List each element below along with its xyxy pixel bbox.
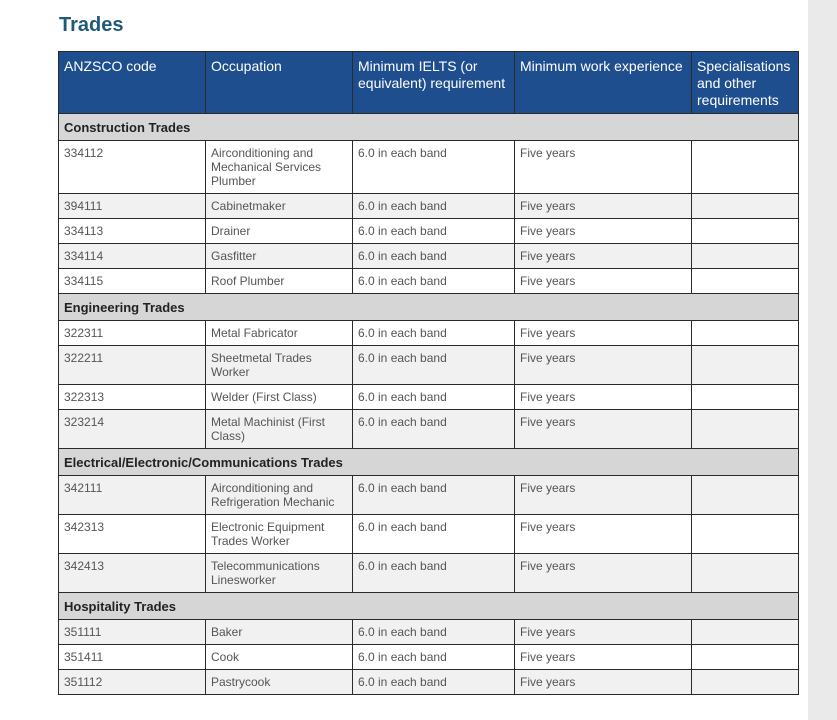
cell-other: [692, 194, 799, 219]
cell-code: 334112: [59, 141, 206, 194]
table-row: [59, 670, 799, 695]
cell-occupation: Airconditioning and Refrigeration Mechanic: [206, 476, 353, 515]
cell-experience: Five years: [515, 515, 692, 554]
cell-other: [692, 346, 799, 385]
section-label: Hospitality Trades: [59, 593, 799, 620]
cell-experience: Five years: [515, 269, 692, 294]
header-other-requirements: Specialisations and other requirements: [692, 52, 799, 114]
cell-occupation: Baker: [206, 620, 353, 645]
cell-occupation: Telecommunications Linesworker: [206, 554, 353, 593]
cell-ielts: 6.0 in each band: [353, 620, 515, 645]
cell-experience: Five years: [515, 476, 692, 515]
section-row: [59, 449, 799, 476]
cell-occupation: Gasfitter: [206, 244, 353, 269]
section-label: Construction Trades: [59, 114, 799, 141]
cell-experience: Five years: [515, 194, 692, 219]
cell-experience: Five years: [515, 385, 692, 410]
right-gutter: [808, 0, 837, 720]
cell-experience: Five years: [515, 620, 692, 645]
cell-code: 322211: [59, 346, 206, 385]
table-row: [59, 141, 799, 194]
cell-occupation: Welder (First Class): [206, 385, 353, 410]
cell-other: [692, 476, 799, 515]
cell-ielts: 6.0 in each band: [353, 515, 515, 554]
cell-other: [692, 321, 799, 346]
cell-occupation: Cabinetmaker: [206, 194, 353, 219]
cell-code: 342111: [59, 476, 206, 515]
cell-experience: Five years: [515, 645, 692, 670]
cell-occupation: Sheetmetal Trades Worker: [206, 346, 353, 385]
section-label: Electrical/Electronic/Communications Trades: [59, 449, 799, 476]
cell-ielts: 6.0 in each band: [353, 645, 515, 670]
header-work-experience: Minimum work experience: [515, 52, 692, 114]
cell-code: 334114: [59, 244, 206, 269]
cell-other: [692, 645, 799, 670]
cell-other: [692, 670, 799, 695]
cell-occupation: Airconditioning and Mechanical Services Plumber: [206, 141, 353, 194]
cell-ielts: 6.0 in each band: [353, 346, 515, 385]
cell-ielts: 6.0 in each band: [353, 670, 515, 695]
cell-other: [692, 219, 799, 244]
cell-experience: Five years: [515, 321, 692, 346]
cell-ielts: 6.0 in each band: [353, 194, 515, 219]
cell-occupation: Cook: [206, 645, 353, 670]
cell-code: 322311: [59, 321, 206, 346]
cell-experience: Five years: [515, 554, 692, 593]
cell-experience: Five years: [515, 670, 692, 695]
table-row: [59, 410, 799, 449]
cell-other: [692, 410, 799, 449]
cell-code: 334115: [59, 269, 206, 294]
cell-experience: Five years: [515, 219, 692, 244]
cell-code: 323214: [59, 410, 206, 449]
cell-occupation: Electronic Equipment Trades Worker: [206, 515, 353, 554]
header-ielts-requirement: Minimum IELTS (or equivalent) requirement: [353, 52, 515, 114]
cell-other: [692, 244, 799, 269]
cell-ielts: 6.0 in each band: [353, 385, 515, 410]
cell-ielts: 6.0 in each band: [353, 244, 515, 269]
cell-other: [692, 554, 799, 593]
section-label: Engineering Trades: [59, 294, 799, 321]
cell-experience: Five years: [515, 244, 692, 269]
cell-experience: Five years: [515, 346, 692, 385]
section-row: [59, 114, 799, 141]
table-row: [59, 620, 799, 645]
cell-other: [692, 385, 799, 410]
cell-code: 334113: [59, 219, 206, 244]
page-title: Trades: [59, 14, 124, 36]
table-row: [59, 554, 799, 593]
cell-code: 322313: [59, 385, 206, 410]
cell-ielts: 6.0 in each band: [353, 321, 515, 346]
cell-experience: Five years: [515, 410, 692, 449]
section-row: [59, 294, 799, 321]
cell-occupation: Drainer: [206, 219, 353, 244]
table-row: [59, 645, 799, 670]
table-row: [59, 476, 799, 515]
cell-code: 351112: [59, 670, 206, 695]
table-row: [59, 385, 799, 410]
cell-ielts: 6.0 in each band: [353, 269, 515, 294]
cell-occupation: Roof Plumber: [206, 269, 353, 294]
cell-other: [692, 515, 799, 554]
cell-ielts: 6.0 in each band: [353, 476, 515, 515]
cell-ielts: 6.0 in each band: [353, 219, 515, 244]
cell-occupation: Metal Machinist (First Class): [206, 410, 353, 449]
section-row: [59, 593, 799, 620]
cell-ielts: 6.0 in each band: [353, 141, 515, 194]
table-row: [59, 269, 799, 294]
header-anzsco-code: ANZSCO code: [59, 52, 206, 114]
table-row: [59, 321, 799, 346]
table-row: [59, 346, 799, 385]
trades-table: [58, 51, 799, 695]
cell-code: 394111: [59, 194, 206, 219]
cell-occupation: Pastrycook: [206, 670, 353, 695]
cell-code: 342413: [59, 554, 206, 593]
cell-experience: Five years: [515, 141, 692, 194]
cell-other: [692, 141, 799, 194]
table-row: [59, 515, 799, 554]
header-occupation: Occupation: [206, 52, 353, 114]
cell-occupation: Metal Fabricator: [206, 321, 353, 346]
table-row: [59, 194, 799, 219]
table-row: [59, 244, 799, 269]
cell-code: 351111: [59, 620, 206, 645]
cell-ielts: 6.0 in each band: [353, 410, 515, 449]
table-header-row: [59, 52, 799, 114]
table-row: [59, 219, 799, 244]
cell-code: 342313: [59, 515, 206, 554]
cell-code: 351411: [59, 645, 206, 670]
cell-other: [692, 620, 799, 645]
cell-other: [692, 269, 799, 294]
cell-ielts: 6.0 in each band: [353, 554, 515, 593]
